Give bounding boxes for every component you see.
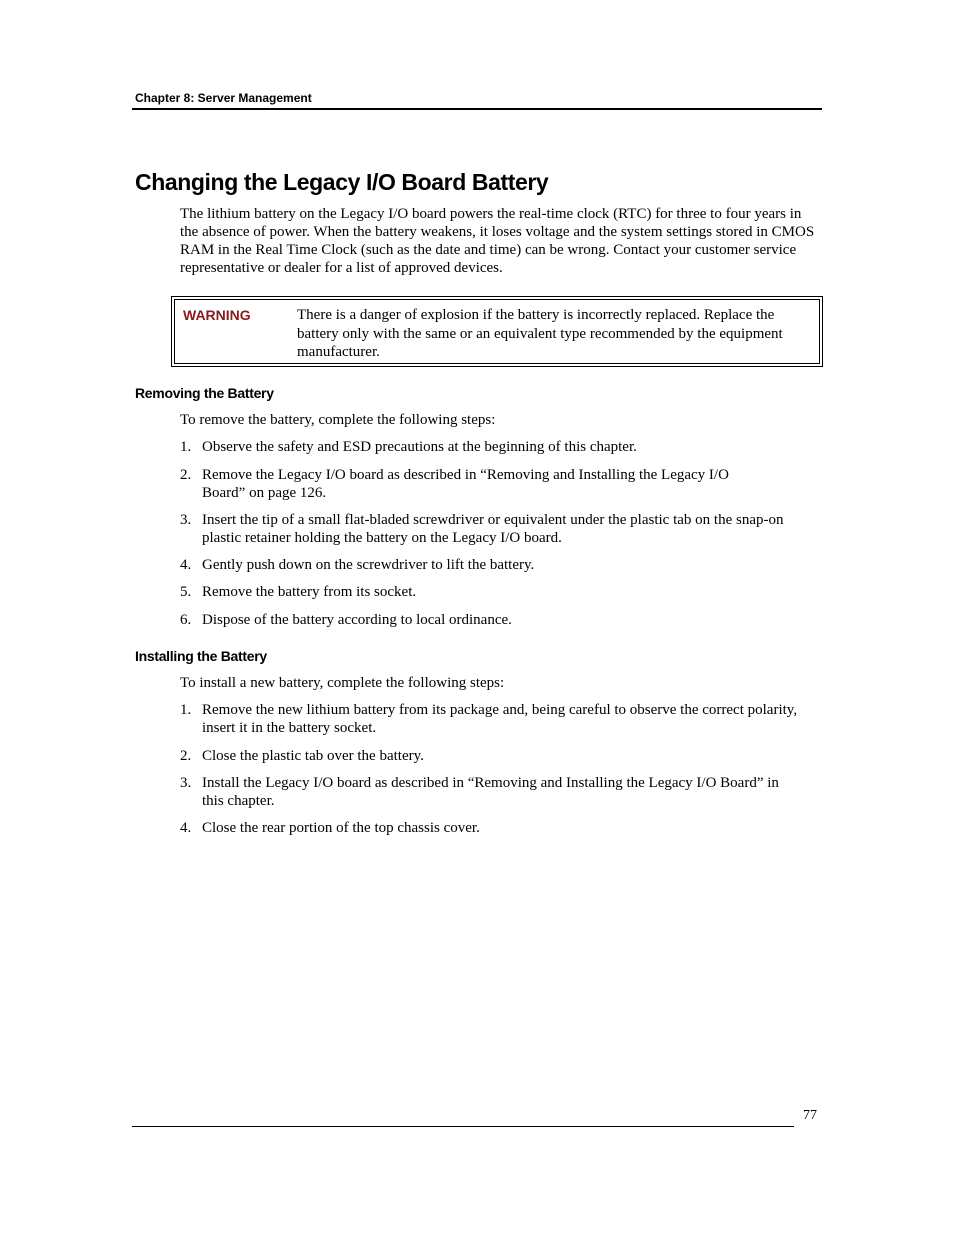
removing-heading: Removing the Battery (135, 385, 274, 401)
removing-steps-list (180, 438, 800, 629)
list-item (180, 438, 800, 456)
step-number: 6. (180, 612, 192, 628)
installing-heading: Installing the Battery (135, 648, 267, 664)
page-number: 77 (803, 1108, 817, 1123)
step-number: 2. (180, 467, 192, 483)
header-rule (132, 108, 822, 110)
step-text: Gently push down on the screwdriver to lift the battery. (202, 557, 535, 573)
list-item (180, 701, 800, 737)
intro-paragraph: The lithium battery on the Legacy I/O board powers the real-time clock (RTC) for three to four years in the absence of power. When the battery weakens, it loses voltage and the system settings stored in CMOS RAM in the Real Time Clock (such as the date and time) can be wrong. Contact your customer service representative or dealer for a list of approved devices. (180, 206, 815, 276)
step-text: Close the plastic tab over the battery. (202, 748, 424, 764)
warning-box (171, 296, 823, 367)
running-header: Chapter 8: Server Management (135, 91, 312, 105)
list-item (180, 611, 800, 629)
step-number: 1. (180, 439, 192, 455)
step-text: Install the Legacy I/O board as described in “Removing and Installing the Legacy I/O Board” in this chapter. (202, 775, 779, 809)
step-number: 1. (180, 702, 192, 718)
installing-steps-list (180, 701, 800, 837)
list-item (180, 583, 800, 601)
list-item (180, 556, 800, 574)
removing-lead: To remove the battery, complete the following steps: (180, 412, 496, 428)
step-text: Remove the battery from its socket. (202, 584, 417, 600)
step-number: 4. (180, 557, 192, 573)
footer-rule (132, 1126, 794, 1127)
warning-inner-frame (174, 299, 820, 364)
step-number: 5. (180, 584, 192, 600)
list-item (180, 511, 800, 547)
step-text: Remove the Legacy I/O board as described in “Removing and Installing the Legacy I/O Board” on page 126. (202, 467, 729, 501)
installing-lead: To install a new battery, complete the following steps: (180, 675, 505, 691)
step-text: Close the rear portion of the top chassis cover. (202, 820, 480, 836)
list-item (180, 466, 800, 502)
step-number: 3. (180, 775, 192, 791)
step-text: Remove the new lithium battery from its package and, being careful to observe the correct polarity, insert it in the battery socket. (202, 702, 798, 736)
step-number: 3. (180, 512, 192, 528)
list-item (180, 747, 800, 765)
step-text: Dispose of the battery according to local ordinance. (202, 612, 512, 628)
list-item (180, 819, 800, 837)
step-text: Observe the safety and ESD precautions at the beginning of this chapter. (202, 439, 637, 455)
warning-label: WARNING (183, 307, 251, 323)
step-text: Insert the tip of a small flat-bladed screwdriver or equivalent under the plastic tab on the snap-on plastic retainer holding the battery on the Legacy I/O board. (202, 512, 784, 546)
step-number: 2. (180, 748, 192, 764)
list-item (180, 774, 800, 810)
page-title: Changing the Legacy I/O Board Battery (135, 169, 549, 195)
step-number: 4. (180, 820, 192, 836)
warning-text: There is a danger of explosion if the battery is incorrectly replaced. Replace the battery only with the same or an equivalent type recommended by the equipment manufacturer. (297, 307, 783, 360)
